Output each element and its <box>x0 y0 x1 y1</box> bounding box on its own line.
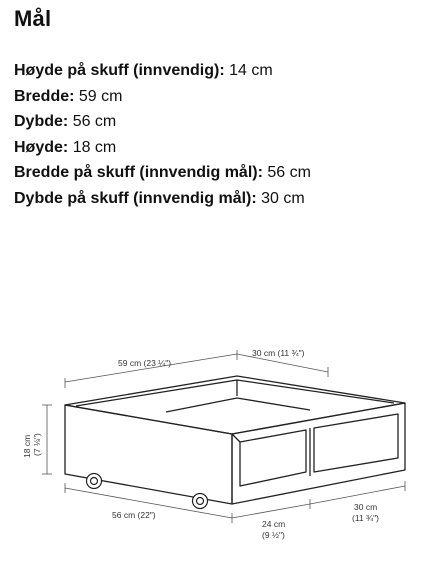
spec-label: Bredde på skuff (innvendig mål): <box>14 164 263 182</box>
spec-list <box>14 58 311 212</box>
dimension-label-height-in: (7 ⅛") <box>32 433 42 456</box>
drawer-side-face <box>232 403 405 504</box>
dimension-label-top-depth: 30 cm (11 ¾") <box>252 348 305 358</box>
spec-row <box>14 84 311 110</box>
spec-row <box>14 186 311 212</box>
spec-label: Bredde: <box>14 87 75 105</box>
dimension-label-depth: 56 cm (22") <box>112 510 156 520</box>
dimension-label-inner-cm: 24 cm <box>262 519 286 529</box>
dimension-label-height-cm: 18 cm <box>22 434 32 458</box>
dimension-label-width: 59 cm (23 ¼") <box>118 358 172 368</box>
spec-value: 14 cm <box>229 62 273 79</box>
spec-row <box>14 58 311 84</box>
spec-label: Høyde på skuff (innvendig): <box>14 62 225 79</box>
spec-label: Høyde: <box>14 138 69 156</box>
spec-value: 18 cm <box>72 138 117 156</box>
dimension-label-inner-in: (9 ½") <box>262 530 285 540</box>
spec-row <box>14 135 311 161</box>
dimension-label-side-cm: 30 cm <box>354 502 378 512</box>
product-dimension-drawing <box>0 340 438 575</box>
page-title: Mål <box>14 6 52 31</box>
drawer-top-surface <box>65 376 405 434</box>
spec-row <box>14 160 311 186</box>
spec-value: 59 cm <box>78 87 123 105</box>
caster-wheels <box>87 474 208 509</box>
spec-label: Dybde på skuff (innvendig mål): <box>14 189 257 207</box>
drawer-outline <box>65 376 405 504</box>
spec-value: 56 cm <box>267 164 311 182</box>
spec-value: 30 cm <box>261 189 305 207</box>
drawer-front-face <box>65 405 232 504</box>
spec-label: Dybde: <box>14 113 69 131</box>
spec-value: 56 cm <box>72 113 117 131</box>
dimension-label-side-in: (11 ¾") <box>352 513 379 523</box>
spec-row <box>14 109 311 135</box>
dimension-lines <box>42 350 405 523</box>
